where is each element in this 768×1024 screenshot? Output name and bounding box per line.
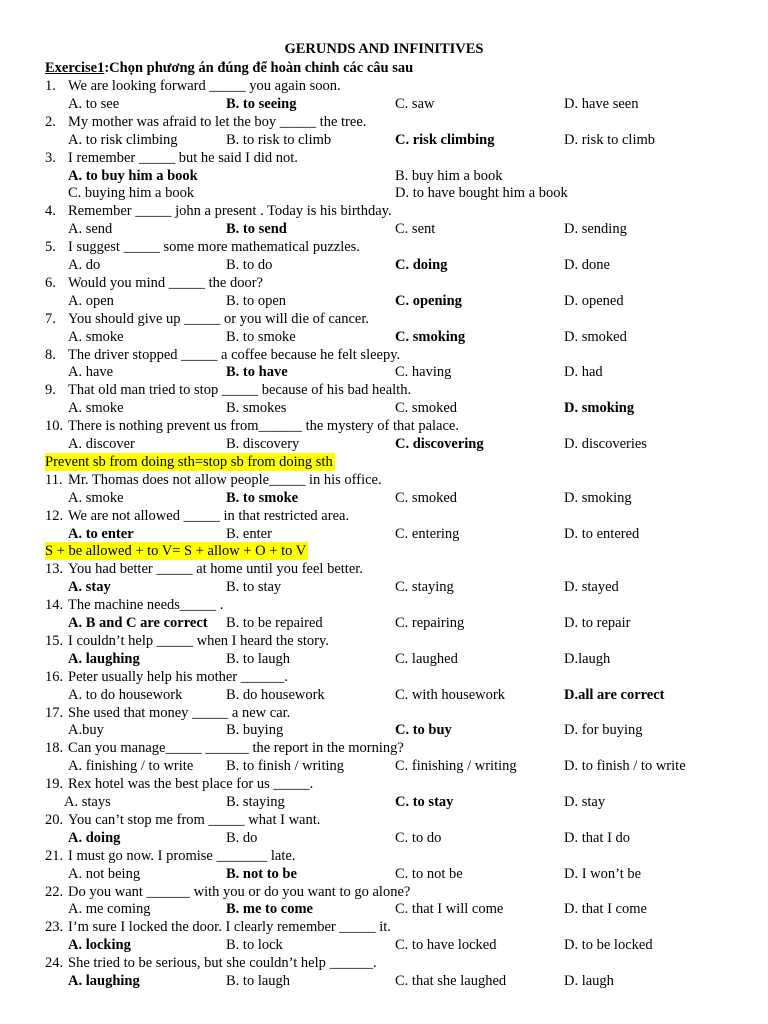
answer-option: D. that I come xyxy=(564,901,647,918)
answer-option: D. to finish / to write xyxy=(564,758,686,775)
answer-option: D. opened xyxy=(564,292,624,309)
question-text: I suggest _____ some more mathematical puzzles. xyxy=(68,239,360,256)
answer-option: C. sent xyxy=(395,221,436,238)
question-text: She tried to be serious, but she couldn’t help ______. xyxy=(68,955,377,972)
answer-option: C. to do xyxy=(395,829,442,846)
question-16 xyxy=(45,668,288,686)
answer-option-correct: B. me to come xyxy=(226,901,313,918)
question-text: You should give up _____ or you will die of cancer. xyxy=(68,310,369,327)
answer-option: A. smoke xyxy=(68,489,124,506)
answer-option: D. to be locked xyxy=(564,937,653,954)
question-9 xyxy=(45,381,411,399)
answer-option: A. smoke xyxy=(68,328,124,345)
question-text: Rex hotel was the best place for us _____. xyxy=(68,776,314,793)
answer-option-correct: A. locking xyxy=(68,937,131,954)
answer-option: D. that I do xyxy=(564,829,631,846)
question-15 xyxy=(45,632,329,650)
question-text: Do you want ______ with you or do you want to go alone? xyxy=(68,883,411,900)
answer-option: B. to smoke xyxy=(226,328,296,345)
question-17 xyxy=(45,704,290,722)
answer-option: C. saw xyxy=(395,95,435,112)
question-number: 24. xyxy=(45,955,64,972)
question-13 xyxy=(45,560,363,578)
answer-option-correct: B. to have xyxy=(226,364,288,381)
question-24 xyxy=(45,954,377,972)
answer-option: B. do housework xyxy=(226,686,325,703)
answer-option: B. to lock xyxy=(226,937,283,954)
answer-option-correct: A. to buy him a book xyxy=(68,167,198,184)
highlighted-note: Prevent sb from doing sth=stop sb from doing sth xyxy=(45,453,333,470)
question-number: 18. xyxy=(45,740,64,757)
question-number: 20. xyxy=(45,811,64,828)
answer-option-correct: A. stay xyxy=(68,579,111,596)
question-text: I’m sure I locked the door. I clearly remember _____ it. xyxy=(68,919,391,936)
question-text: The driver stopped _____ a coffee because he felt sleepy. xyxy=(68,346,401,363)
answer-option: A.buy xyxy=(68,722,104,739)
answer-option: D. done xyxy=(564,257,610,273)
question-11 xyxy=(45,471,382,489)
answer-option: A. have xyxy=(68,364,114,381)
answer-option: C. repairing xyxy=(395,615,465,631)
answer-option: D. had xyxy=(564,364,603,381)
exercise-instruction: :Chọn phương án đúng để hoàn chỉnh các câu sau xyxy=(104,60,414,76)
question-text: Can you manage_____ ______ the report in the morning? xyxy=(68,740,404,757)
answer-option: A. to risk climbing xyxy=(68,131,178,148)
answer-option: B. buy him a book xyxy=(395,167,503,184)
answer-option: B. to stay xyxy=(226,579,282,596)
answer-option: A. do xyxy=(68,257,101,273)
answer-option-correct: B. to send xyxy=(226,221,287,238)
answer-option: C. that she laughed xyxy=(395,973,507,989)
answer-option-correct: C. doing xyxy=(395,257,448,273)
question-number: 7. xyxy=(45,310,56,327)
question-5 xyxy=(45,238,360,256)
question-number: 22. xyxy=(45,883,64,900)
question-number: 3. xyxy=(45,149,56,166)
answer-option-correct: A. laughing xyxy=(68,973,140,989)
answer-option: A. me coming xyxy=(68,901,151,918)
answer-option-correct: D. smoking xyxy=(564,400,635,417)
answer-option: D. have seen xyxy=(564,95,639,112)
answer-option: B. to be repaired xyxy=(226,615,323,631)
question-text: You can’t stop me from _____ what I want. xyxy=(68,811,321,828)
question-text: Mr. Thomas does not allow people_____ in his office. xyxy=(68,471,382,488)
answer-option: B. to do xyxy=(226,257,273,273)
question-text: I remember _____ but he said I did not. xyxy=(68,149,298,166)
answer-option: D. to have bought him a book xyxy=(395,185,568,202)
question-text: She used that money _____ a new car. xyxy=(68,704,291,721)
question-text: You had better _____ at home until you feel better. xyxy=(68,561,363,578)
question-number: 21. xyxy=(45,847,64,864)
answer-option: C. to not be xyxy=(395,865,463,882)
question-text: I must go now. I promise _______ late. xyxy=(68,847,296,864)
answer-option: C. to have locked xyxy=(395,937,497,954)
answer-option-correct: A. laughing xyxy=(68,650,140,667)
question-number: 17. xyxy=(45,704,64,721)
question-number: 23. xyxy=(45,919,64,936)
question-text: The machine needs_____ . xyxy=(68,597,224,614)
answer-option: D. sending xyxy=(564,221,627,238)
answer-option: B. smokes xyxy=(226,400,287,417)
question-text: Remember _____ john a present . Today is his birthday. xyxy=(68,203,392,220)
answer-option-correct: B. to smoke xyxy=(226,489,299,506)
answer-option: A. discover xyxy=(68,436,135,452)
answer-option: D. laugh xyxy=(564,973,614,989)
question-1 xyxy=(45,77,341,95)
question-text: We are looking forward _____ you again soon. xyxy=(68,78,341,94)
answer-option: C. staying xyxy=(395,579,454,596)
question-text: My mother was afraid to let the boy _____ the tree. xyxy=(68,113,367,130)
answer-option: D. to entered xyxy=(564,525,640,542)
answer-option-correct: B. to seeing xyxy=(226,95,297,112)
answer-option-correct: C. smoking xyxy=(395,328,466,345)
answer-option: A. send xyxy=(68,221,113,238)
answer-option: C. with housework xyxy=(395,686,505,703)
question-number: 6. xyxy=(45,274,56,291)
answer-option: A. open xyxy=(68,292,114,309)
question-number: 19. xyxy=(45,776,64,793)
question-number: 12. xyxy=(45,507,64,524)
answer-option: A. to do housework xyxy=(68,686,183,703)
answer-option: D. smoking xyxy=(564,489,632,506)
answer-option: B. to laugh xyxy=(226,973,291,989)
answer-option-correct: C. opening xyxy=(395,292,462,309)
answer-option: C. finishing / writing xyxy=(395,758,517,775)
answer-option-correct: A. B and C are correct xyxy=(68,615,208,631)
exercise-label: Exercise1 xyxy=(45,60,105,76)
answer-option: C. laughed xyxy=(395,650,458,667)
exercise-heading xyxy=(45,60,413,77)
question-23 xyxy=(45,918,391,936)
answer-option: C. that I will come xyxy=(395,901,504,918)
highlighted-note: S + be allowed + to V= S + allow + O + to V xyxy=(45,543,307,560)
answer-option: D. stayed xyxy=(564,579,619,596)
answer-option: D. risk to climb xyxy=(564,131,656,148)
answer-option: D. smoked xyxy=(564,328,627,345)
answer-option-correct: C. discovering xyxy=(395,436,484,452)
question-number: 15. xyxy=(45,632,64,649)
answer-option: B. enter xyxy=(226,525,272,542)
answer-option: A. stays xyxy=(64,794,111,810)
question-4 xyxy=(45,202,392,220)
answer-option: A. finishing / to write xyxy=(68,758,194,775)
answer-option-correct: C. to buy xyxy=(395,722,452,739)
answer-option: A. to see xyxy=(68,95,120,112)
question-8 xyxy=(45,346,400,364)
answer-option-correct: A. doing xyxy=(68,829,121,846)
question-text: There is nothing prevent us from______ the mystery of that palace. xyxy=(68,418,459,435)
answer-option: C. having xyxy=(395,364,452,381)
answer-option: D. I won’t be xyxy=(564,865,642,882)
question-text: I couldn’t help _____ when I heard the story. xyxy=(68,632,329,649)
answer-option-correct: A. to enter xyxy=(68,525,134,542)
question-number: 16. xyxy=(45,668,64,685)
question-number: 5. xyxy=(45,239,56,256)
answer-option: D. for buying xyxy=(564,722,643,739)
answer-option: B. buying xyxy=(226,722,284,739)
answer-option: B. do xyxy=(226,829,258,846)
question-21 xyxy=(45,847,295,865)
answer-option: D.laugh xyxy=(564,650,611,667)
answer-option: D. to repair xyxy=(564,615,631,631)
question-number: 10. xyxy=(45,418,64,435)
question-7 xyxy=(45,310,369,328)
answer-option-correct: C. risk climbing xyxy=(395,131,495,148)
answer-option: B. to open xyxy=(226,292,287,309)
question-number: 14. xyxy=(45,597,64,614)
question-3 xyxy=(45,149,298,167)
question-6 xyxy=(45,274,263,292)
answer-option: B. staying xyxy=(226,794,285,810)
answer-option: D. stay xyxy=(564,794,606,810)
answer-option-correct: B. not to be xyxy=(226,865,297,882)
answer-option: C. smoked xyxy=(395,400,458,417)
answer-option: C. entering xyxy=(395,525,460,542)
question-number: 1. xyxy=(45,78,56,94)
question-number: 13. xyxy=(45,561,64,578)
answer-option: B. discovery xyxy=(226,436,300,452)
answer-option: D. discoveries xyxy=(564,436,647,452)
question-10 xyxy=(45,417,459,435)
answer-option-correct: C. to stay xyxy=(395,794,454,810)
answer-option: C. smoked xyxy=(395,489,458,506)
page-title: GERUNDS AND INFINITIVES xyxy=(284,41,484,57)
question-number: 2. xyxy=(45,113,56,130)
answer-option: C. buying him a book xyxy=(68,185,195,202)
answer-option: A. not being xyxy=(68,865,141,882)
question-19 xyxy=(45,775,313,793)
question-12 xyxy=(45,507,349,525)
question-text: That old man tried to stop _____ because of his bad health. xyxy=(68,382,412,399)
question-number: 11. xyxy=(45,471,63,488)
question-text: Peter usually help his mother ______. xyxy=(68,668,288,685)
answer-option-correct: D.all are correct xyxy=(564,686,665,703)
answer-option: A. smoke xyxy=(68,400,124,417)
question-number: 4. xyxy=(45,203,56,220)
question-text: Would you mind _____ the door? xyxy=(68,274,263,291)
question-22 xyxy=(45,883,410,901)
question-20 xyxy=(45,811,320,829)
question-number: 8. xyxy=(45,346,56,363)
answer-option: B. to laugh xyxy=(226,650,291,667)
question-2 xyxy=(45,113,366,131)
question-number: 9. xyxy=(45,382,56,399)
answer-option: B. to risk to climb xyxy=(226,131,332,148)
question-14 xyxy=(45,596,223,614)
question-18 xyxy=(45,739,404,757)
answer-option: B. to finish / writing xyxy=(226,758,345,775)
question-text: We are not allowed _____ in that restricted area. xyxy=(68,507,350,524)
